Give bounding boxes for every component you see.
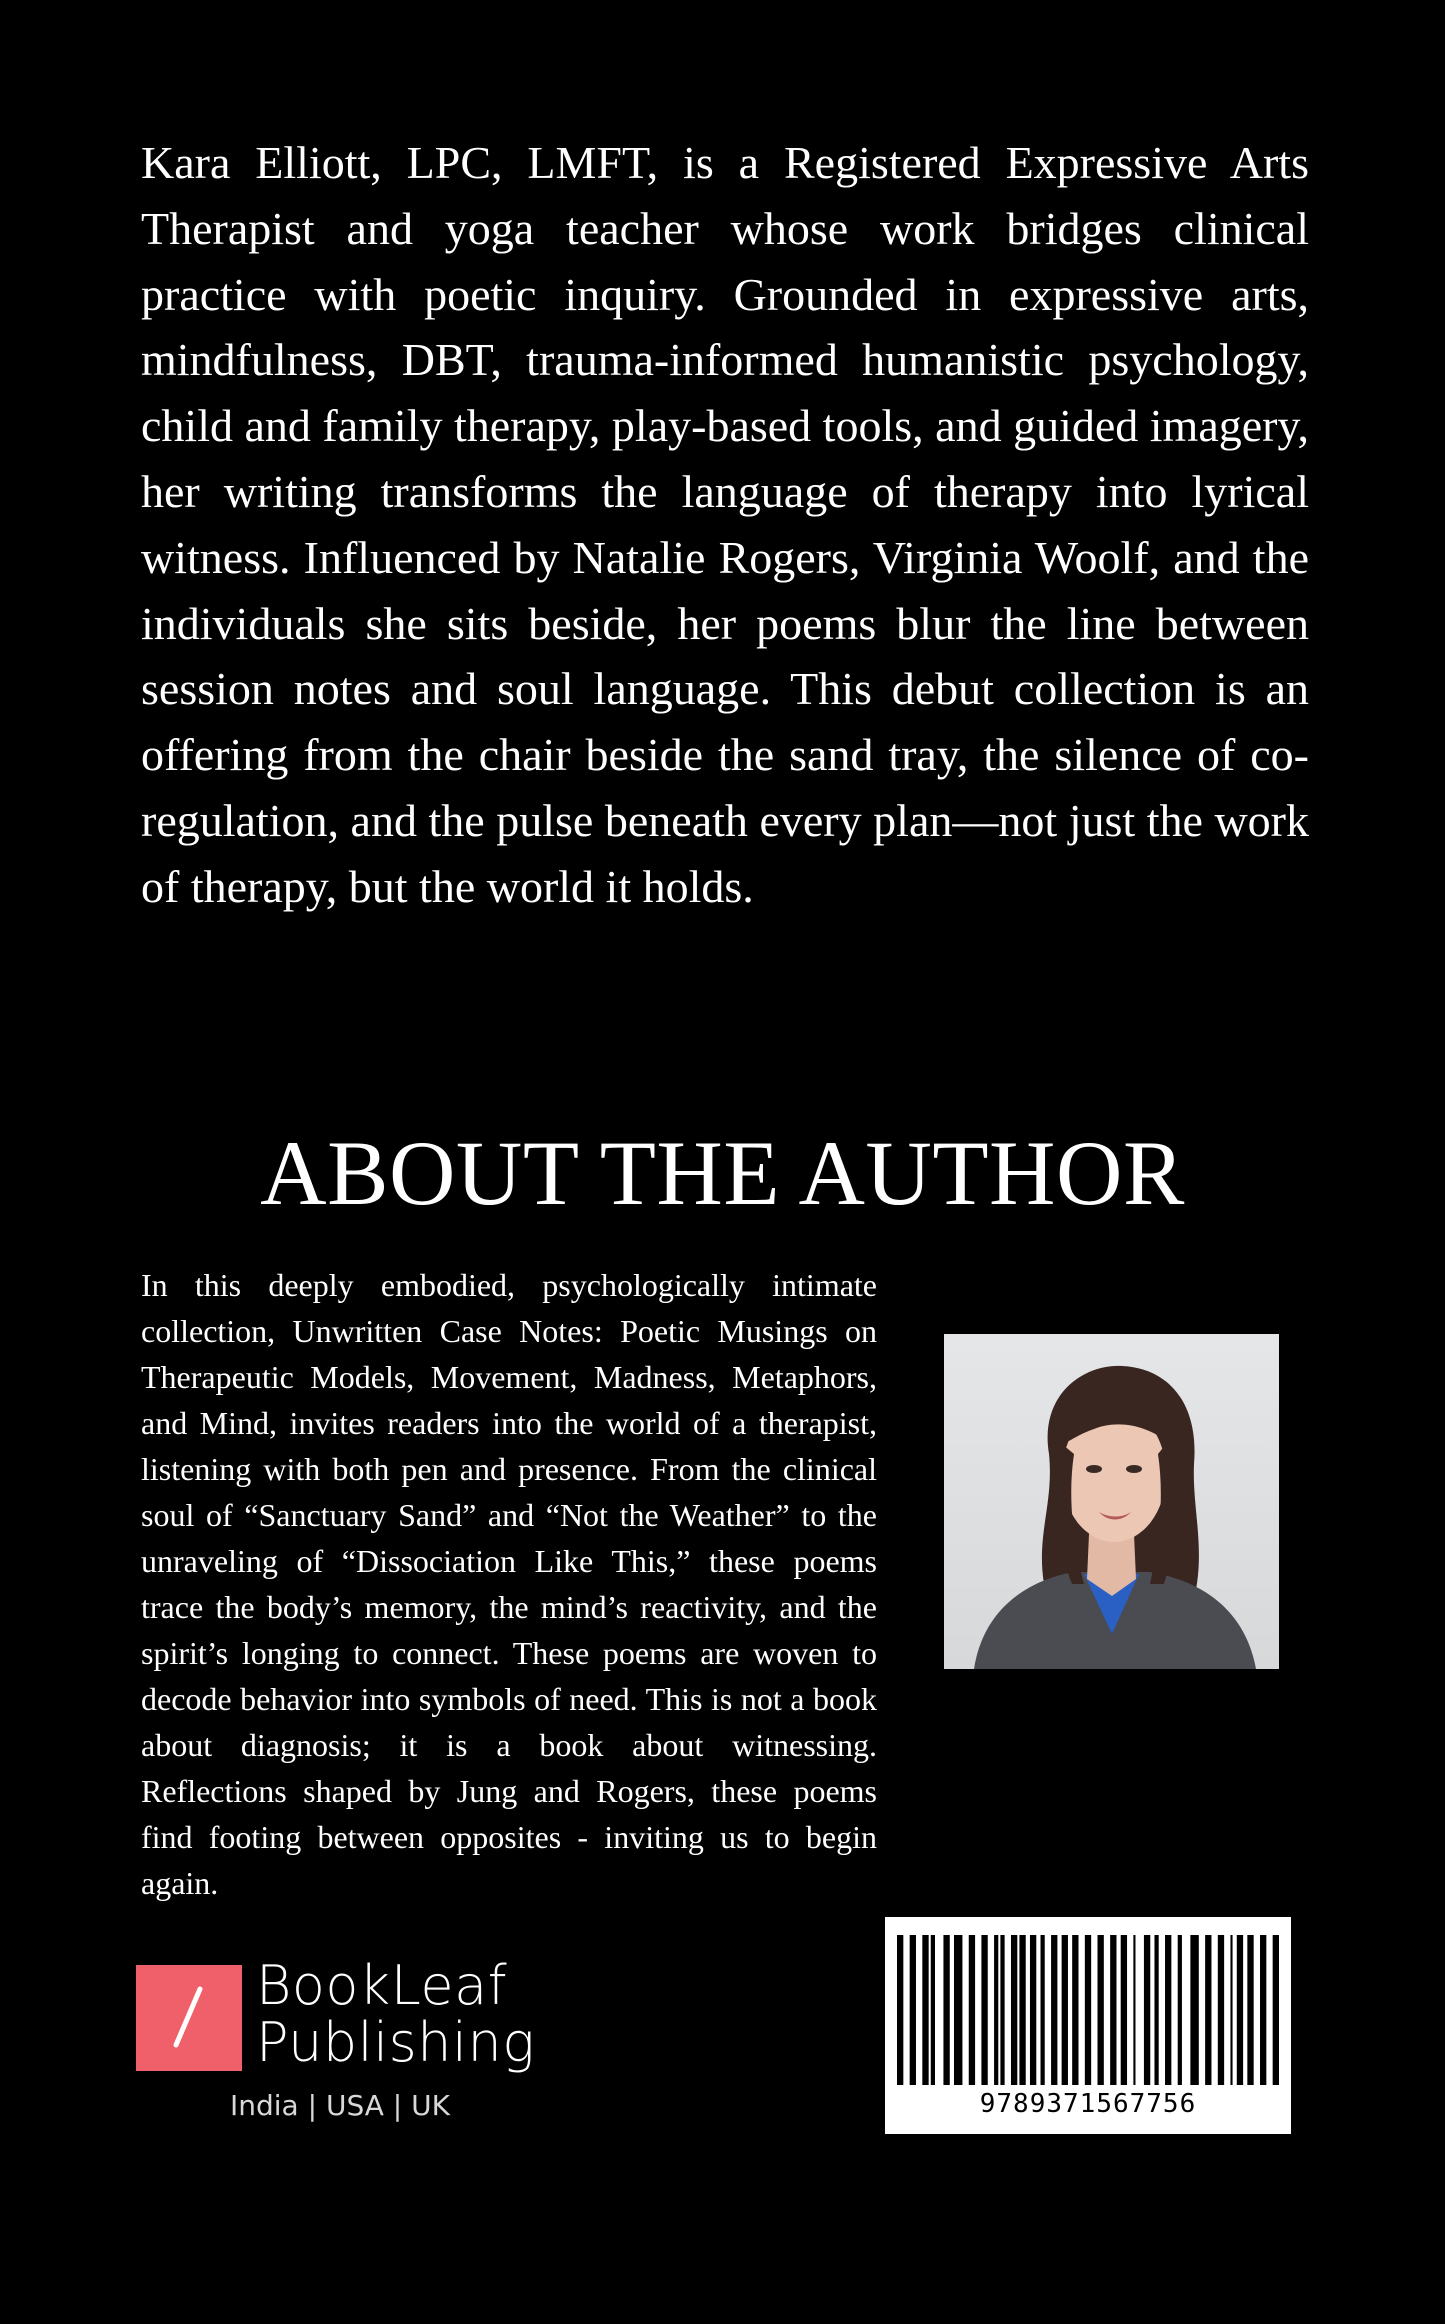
barcode-bar [1072,1935,1078,2085]
barcode-bars [897,1935,1279,2085]
publisher-logo [136,1954,576,2122]
barcode-bar [910,1935,916,2085]
barcode-bar [1230,1935,1232,2085]
barcode-bar [1041,1935,1045,2085]
barcode-bar [922,1935,928,2085]
barcode-bar [1178,1935,1182,2085]
barcode-bar [1218,1935,1224,2085]
barcode-bar [1051,1935,1057,2085]
publisher-name-line2: Publishing [256,2011,536,2074]
isbn-number: 9789371567756 [979,2089,1197,2119]
barcode-bar [1062,1935,1068,2085]
author-photo [944,1334,1279,1669]
barcode-bar [981,1935,987,2085]
barcode-bar [897,1935,903,2085]
barcode-bar [931,1935,935,2085]
barcode-bar [1154,1935,1158,2085]
publisher-logo-mark [136,1965,242,2071]
barcode-bar [1165,1935,1171,2085]
barcode-bar [1273,1935,1279,2085]
barcode-bar [1121,1935,1127,2085]
barcode-bar [1011,1935,1017,2085]
barcode-bar [1237,1935,1243,2085]
author-bio: Kara Elliott, LPC, LMFT, is a Registered Expressive Arts Therapist and yoga teacher whose work bridges clinical practice with poetic inquiry. Grounded in expressive arts, mindfulness, DBT, trauma-informed humanistic psychology, child and family therapy, play-based tools, and guided imagery, her writing transforms the language of therapy into lyrical witness. Influenced by Natalie Rogers, Virginia Woolf, and the individuals she sits beside, her poems blur the line between session notes and soul language. This debut collection is an offering from the chair beside the sand tray, the silence of co-regulation, and the pulse beneath every plan—not just the work of therapy, but the world it holds. [141,137,1309,912]
barcode-bar [1260,1935,1266,2085]
barcode-bar [1144,1935,1150,2085]
barcode-bar [943,1935,949,2085]
barcode-bar [954,1935,962,2085]
barcode-bar [994,1935,998,2085]
barcode-bar [1098,1935,1104,2085]
barcode-bar [1085,1935,1091,2085]
barcode-bar [969,1935,975,2085]
barcode-bar [1019,1935,1025,2085]
publisher-name-line1: BookLeaf [256,1954,508,2017]
about-the-author-heading: ABOUT THE AUTHOR [260,1122,1185,1224]
barcode-bar [1030,1935,1036,2085]
barcode-bar [1133,1935,1135,2085]
barcode-bar [1190,1935,1198,2085]
isbn-barcode [885,1917,1291,2134]
barcode-bar [1000,1935,1004,2085]
publisher-regions: India | USA | UK [230,2089,450,2122]
book-blurb: In this deeply embodied, psychologically intimate collection, Unwritten Case Notes: Poetic Musings on Therapeutic Models, Movement, Madness, Metaphors, and Mind, invites readers into the world of a therapist, listening with both pen and presence. From the clinical soul of “Sanctuary Sand” and “Not the Weather” to the unraveling of “Dissociation Like This,” these poems trace the body’s memory, the mind’s reactivity, and the spirit’s longing to connect. These poems are woven to decode behavior into symbols of need. This is not a book about diagnosis; it is a book about witnessing. Reflections shaped by Jung and Rogers, these poems find footing between opposites - inviting us to begin again. [141,1267,877,1901]
barcode-bar [1247,1935,1253,2085]
barcode-bar [1205,1935,1211,2085]
barcode-bar [1110,1935,1116,2085]
